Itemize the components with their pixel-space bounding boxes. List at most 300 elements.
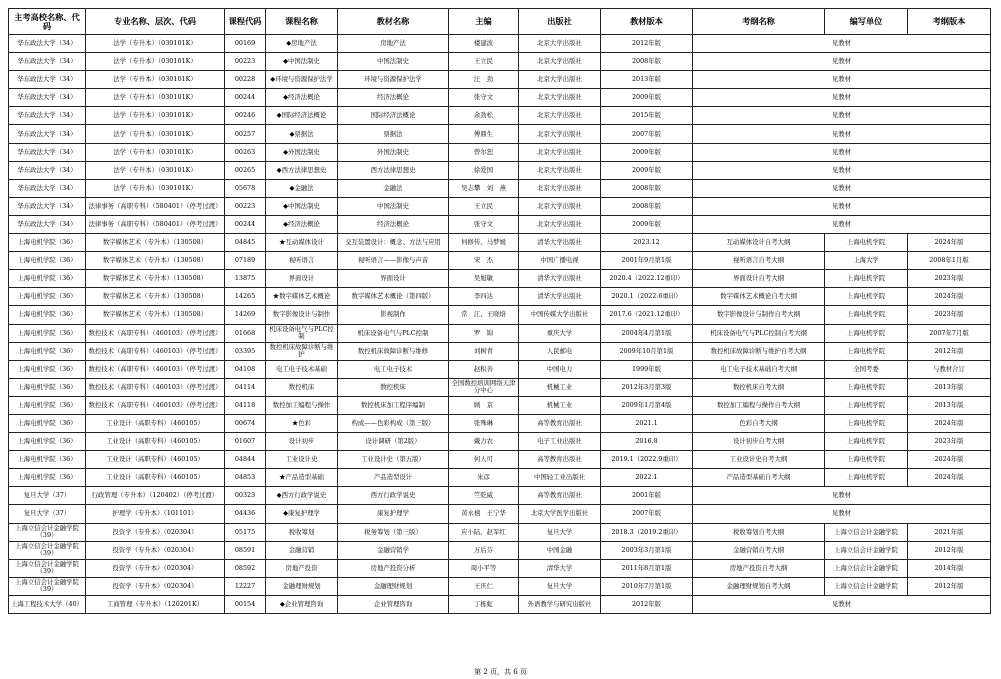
cell-syllabus: 见教材	[693, 595, 991, 613]
cell-editor: 何修传、马梦媛	[449, 234, 519, 252]
cell-course-code: 00674	[225, 414, 266, 432]
cell-course-name: ◆房地产法	[266, 35, 338, 53]
cell-syllabus: 见教材	[693, 179, 991, 197]
header-row	[9, 9, 991, 35]
cell-publisher: 清华大学出版社	[519, 270, 601, 288]
cell-publisher: 高等教育出版社	[519, 487, 601, 505]
cell-edition: 2001年9月第1版	[601, 252, 693, 270]
table-row	[9, 215, 991, 233]
cell-school: 上海工程技术大学（40）	[9, 595, 86, 613]
cell-editor: 吴旭敏	[449, 270, 519, 288]
cell-course-name: 房地产投资	[266, 559, 338, 577]
cell-syllabus: 见教材	[693, 89, 991, 107]
cell-major: 工业设计（高职专科）（460105）	[86, 433, 225, 451]
table-row	[9, 125, 991, 143]
col-header-syllabus: 考纲名称	[693, 9, 825, 35]
cell-major: 数控技术（高职专科）（460103）（停考过渡）	[86, 360, 225, 378]
cell-textbook: 设计调研（第2版）	[338, 433, 449, 451]
cell-course-code: 04845	[225, 234, 266, 252]
cell-course-name: ◆康复护理学	[266, 505, 338, 523]
cell-edition: 2022.1	[601, 469, 693, 487]
cell-textbook: 产品造型设计	[338, 469, 449, 487]
cell-major: 法律事务（高职专科）（580401）（停考过渡）	[86, 197, 225, 215]
cell-textbook: 环境与资源保护法学	[338, 71, 449, 89]
cell-course-code: 14269	[225, 306, 266, 324]
cell-editor: 黄永禧 王宁华	[449, 505, 519, 523]
table-row	[9, 234, 991, 252]
cell-syllabus: 色彩自考大纲	[693, 414, 825, 432]
cell-major: 法学（专升本）（030101K）	[86, 71, 225, 89]
cell-major: 数字媒体艺术（专升本）（130508）	[86, 306, 225, 324]
cell-publisher: 复旦大学	[519, 523, 601, 541]
cell-course-code: 00169	[225, 35, 266, 53]
cell-course-code: 04114	[225, 378, 266, 396]
cell-edition: 2010年7月第1版	[601, 577, 693, 595]
cell-publisher: 北京大学出版社	[519, 35, 601, 53]
cell-edition: 2011年8月第1版	[601, 559, 693, 577]
cell-publisher: 中国金融	[519, 541, 601, 559]
cell-course-code: 07189	[225, 252, 266, 270]
table-row	[9, 197, 991, 215]
cell-unit: 上海立信会计金融学院	[825, 559, 908, 577]
cell-textbook: 构成——色彩构成（第三版）	[338, 414, 449, 432]
cell-publisher: 北京大学出版社	[519, 125, 601, 143]
cell-publisher: 电子工业出版社	[519, 433, 601, 451]
cell-syllabus: 见教材	[693, 487, 991, 505]
cell-syllabus: 见教材	[693, 107, 991, 125]
cell-course-name: 界面设计	[266, 270, 338, 288]
col-header-school: 主考高校名称、代码	[9, 9, 86, 35]
cell-publisher: 北京大学出版社	[519, 161, 601, 179]
cell-course-code: 05678	[225, 179, 266, 197]
cell-course-name: ◆票据法	[266, 125, 338, 143]
cell-publisher: 人民邮电	[519, 342, 601, 360]
cell-syllabus-version: 2013年版	[908, 378, 991, 396]
cell-editor: 刘树青	[449, 342, 519, 360]
cell-publisher: 复旦大学	[519, 577, 601, 595]
cell-school: 上海电机学院（36）	[9, 414, 86, 432]
table-row	[9, 270, 991, 288]
cell-textbook: 中国法制史	[338, 53, 449, 71]
cell-editor: 戴力农	[449, 433, 519, 451]
cell-unit: 上海电机学院	[825, 234, 908, 252]
cell-publisher: 重庆大学	[519, 324, 601, 342]
cell-course-code: 04108	[225, 360, 266, 378]
cell-course-code: 00244	[225, 215, 266, 233]
cell-syllabus: 数字媒体艺术概论自考大纲	[693, 288, 825, 306]
table-row	[9, 35, 991, 53]
cell-editor: 赵积善	[449, 360, 519, 378]
table-row	[9, 487, 991, 505]
cell-school: 华东政法大学（34）	[9, 197, 86, 215]
cell-course-name: 视听语言	[266, 252, 338, 270]
cell-school: 上海立信会计金融学院（39）	[9, 559, 86, 577]
cell-editor: 竺乾威	[449, 487, 519, 505]
cell-course-code: 00228	[225, 71, 266, 89]
cell-school: 上海电机学院（36）	[9, 234, 86, 252]
table-row	[9, 541, 991, 559]
cell-course-name: ★产品造型基础	[266, 469, 338, 487]
cell-major: 数控技术（高职专科）（460103）（停考过渡）	[86, 342, 225, 360]
cell-major: 投资学（专升本）（020304）	[86, 541, 225, 559]
cell-edition: 2001年版	[601, 487, 693, 505]
cell-publisher: 北京大学医学出版社	[519, 505, 601, 523]
col-header-publisher: 出版社	[519, 9, 601, 35]
cell-unit: 上海立信会计金融学院	[825, 523, 908, 541]
cell-course-name: 金融理财规划	[266, 577, 338, 595]
cell-syllabus-version: 2014年版	[908, 559, 991, 577]
cell-course-code: 13875	[225, 270, 266, 288]
cell-textbook: 西方行政学说史	[338, 487, 449, 505]
cell-course-code: 01607	[225, 433, 266, 451]
table-row	[9, 378, 991, 396]
cell-course-code: 00223	[225, 53, 266, 71]
cell-unit: 上海电机学院	[825, 451, 908, 469]
cell-major: 数字媒体艺术（专升本）（130508）	[86, 288, 225, 306]
cell-textbook: 金融法	[338, 179, 449, 197]
cell-editor: 曾尔恕	[449, 143, 519, 161]
cell-unit: 全国考委	[825, 360, 908, 378]
cell-publisher: 北京大学出版社	[519, 89, 601, 107]
cell-school: 上海电机学院（36）	[9, 270, 86, 288]
cell-syllabus: 电工电子技术基础自考大纲	[693, 360, 825, 378]
cell-syllabus: 设计初步自考大纲	[693, 433, 825, 451]
cell-major: 法学（专升本）（030101K）	[86, 179, 225, 197]
cell-textbook: 交互装置设计：概念、方法与应用	[338, 234, 449, 252]
cell-edition: 2008年版	[601, 53, 693, 71]
cell-edition: 2023.12	[601, 234, 693, 252]
cell-school: 华东政法大学（34）	[9, 215, 86, 233]
cell-course-code: 03395	[225, 342, 266, 360]
cell-major: 工商管理（专升本）（120201K）	[86, 595, 225, 613]
cell-major: 工业设计（高职专科）（460105）	[86, 451, 225, 469]
cell-textbook: 康复护理学	[338, 505, 449, 523]
cell-syllabus-version: 2007年7月版	[908, 324, 991, 342]
cell-syllabus-version: 2013年版	[908, 396, 991, 414]
cell-editor: 吴志攀 刘 燕	[449, 179, 519, 197]
cell-publisher: 北京大学出版社	[519, 179, 601, 197]
cell-course-code: 00263	[225, 143, 266, 161]
cell-textbook: 经济法概论	[338, 89, 449, 107]
cell-course-name: ◆外国法制史	[266, 143, 338, 161]
cell-course-code: 05175	[225, 523, 266, 541]
cell-editor: 罗 锦	[449, 324, 519, 342]
cell-edition: 2009年版	[601, 161, 693, 179]
cell-syllabus-version: 2024年版	[908, 234, 991, 252]
cell-major: 数控技术（高职专科）（460103）（停考过渡）	[86, 378, 225, 396]
cell-editor: 全国数控培训网络天津分中心	[449, 378, 519, 396]
cell-textbook: 数控机床故障诊断与维修	[338, 342, 449, 360]
cell-edition: 2017.6（2021.12重印）	[601, 306, 693, 324]
cell-edition: 2008年版	[601, 179, 693, 197]
cell-syllabus-version: 2024年版	[908, 469, 991, 487]
cell-unit: 上海电机学院	[825, 433, 908, 451]
cell-unit: 上海大学	[825, 252, 908, 270]
cell-course-code: 01668	[225, 324, 266, 342]
cell-syllabus-version: 与教材合订	[908, 360, 991, 378]
cell-edition: 2008年版	[601, 197, 693, 215]
cell-edition: 2016.8	[601, 433, 693, 451]
cell-edition: 2009年版	[601, 89, 693, 107]
cell-major: 法律事务（高职专科）（580401）（停考过渡）	[86, 215, 225, 233]
cell-school: 华东政法大学（34）	[9, 107, 86, 125]
cell-textbook: 企业管理咨询	[338, 595, 449, 613]
cell-major: 数字媒体艺术（专升本）（130508）	[86, 234, 225, 252]
table-row	[9, 252, 991, 270]
cell-syllabus: 产品造型基础自考大纲	[693, 469, 825, 487]
cell-syllabus: 见教材	[693, 53, 991, 71]
cell-textbook: 数控机床	[338, 378, 449, 396]
cell-school: 复旦大学（37）	[9, 505, 86, 523]
table-row	[9, 143, 991, 161]
cell-school: 上海电机学院（36）	[9, 433, 86, 451]
cell-editor: 傅鼎生	[449, 125, 519, 143]
cell-edition: 2021.1	[601, 414, 693, 432]
cell-textbook: 数字媒体艺术概论（第四版）	[338, 288, 449, 306]
cell-unit: 上海电机学院	[825, 414, 908, 432]
table-body	[9, 35, 991, 614]
cell-syllabus: 数控机床自考大纲	[693, 378, 825, 396]
cell-syllabus: 工业设计史自考大纲	[693, 451, 825, 469]
cell-textbook: 外国法制史	[338, 143, 449, 161]
cell-textbook: 金融理财规划	[338, 577, 449, 595]
cell-course-name: ◆金融法	[266, 179, 338, 197]
cell-school: 上海电机学院（36）	[9, 396, 86, 414]
cell-course-code: 00323	[225, 487, 266, 505]
cell-publisher: 中国传媒大学出版社	[519, 306, 601, 324]
cell-school: 上海电机学院（36）	[9, 469, 86, 487]
cell-syllabus-version: 2021年版	[908, 523, 991, 541]
cell-editor: 张守文	[449, 215, 519, 233]
cell-publisher: 清华大学出版社	[519, 288, 601, 306]
table-row	[9, 451, 991, 469]
cell-major: 法学（专升本）（030101K）	[86, 161, 225, 179]
cell-publisher: 机械工业	[519, 378, 601, 396]
cell-syllabus-version: 2012年版	[908, 577, 991, 595]
cell-course-code: 12227	[225, 577, 266, 595]
cell-textbook: 西方法律思想史	[338, 161, 449, 179]
cell-publisher: 中国广播电视	[519, 252, 601, 270]
cell-unit: 上海电机学院	[825, 306, 908, 324]
cell-syllabus: 见教材	[693, 505, 991, 523]
cell-textbook: 税务筹划（第三版）	[338, 523, 449, 541]
cell-unit: 上海立信会计金融学院	[825, 541, 908, 559]
cell-syllabus: 房地产投资自考大纲	[693, 559, 825, 577]
cell-textbook: 界面设计	[338, 270, 449, 288]
cell-textbook: 经济法概论	[338, 215, 449, 233]
table-row	[9, 523, 991, 541]
cell-course-code: 08591	[225, 541, 266, 559]
cell-editor: 王立民	[449, 53, 519, 71]
cell-editor: 李四达	[449, 288, 519, 306]
table-row	[9, 396, 991, 414]
cell-edition: 2009年1月第4版	[601, 396, 693, 414]
cell-unit: 上海电机学院	[825, 469, 908, 487]
table-row	[9, 577, 991, 595]
cell-major: 法学（专升本）（030101K）	[86, 53, 225, 71]
cell-major: 数字媒体艺术（专升本）（130508）	[86, 252, 225, 270]
cell-edition: 2009年版	[601, 143, 693, 161]
col-header-course-name: 课程名称	[266, 9, 338, 35]
cell-syllabus: 数字影像设计与制作自考大纲	[693, 306, 825, 324]
cell-edition: 2018.3（2019.2重印）	[601, 523, 693, 541]
cell-edition: 2007年版	[601, 125, 693, 143]
cell-course-name: 电工电子技术基础	[266, 360, 338, 378]
cell-course-code: 04436	[225, 505, 266, 523]
cell-major: 投资学（专升本）（020304）	[86, 523, 225, 541]
table-row	[9, 595, 991, 613]
table-row	[9, 179, 991, 197]
cell-school: 华东政法大学（34）	[9, 161, 86, 179]
cell-textbook: 中国法制史	[338, 197, 449, 215]
cell-edition: 2019.1（2022.9重印）	[601, 451, 693, 469]
cell-major: 投资学（专升本）（020304）	[86, 559, 225, 577]
cell-course-name: 数字影像设计与制作	[266, 306, 338, 324]
cell-textbook: 视听语言——影像与声音	[338, 252, 449, 270]
cell-course-name: ◆经济法概论	[266, 89, 338, 107]
cell-publisher: 北京大学出版社	[519, 215, 601, 233]
cell-edition: 2013年版	[601, 71, 693, 89]
cell-syllabus: 界面设计自考大纲	[693, 270, 825, 288]
cell-course-name: ★色彩	[266, 414, 338, 432]
cell-editor: 楼建波	[449, 35, 519, 53]
cell-syllabus: 见教材	[693, 125, 991, 143]
table-row	[9, 505, 991, 523]
cell-course-code: 00265	[225, 161, 266, 179]
col-header-textbook: 教材名称	[338, 9, 449, 35]
cell-textbook: 房地产投资分析	[338, 559, 449, 577]
col-header-unit: 编写单位	[825, 9, 908, 35]
cell-major: 工业设计（高职专科）（460105）	[86, 469, 225, 487]
cell-publisher: 北京大学出版社	[519, 143, 601, 161]
cell-unit: 上海立信会计金融学院	[825, 577, 908, 595]
cell-course-name: 工业设计史	[266, 451, 338, 469]
cell-school: 上海立信会计金融学院（39）	[9, 523, 86, 541]
cell-course-code: 00244	[225, 89, 266, 107]
cell-course-name: 税收筹划	[266, 523, 338, 541]
cell-edition: 2012年版	[601, 35, 693, 53]
table-row	[9, 414, 991, 432]
cell-textbook: 票据法	[338, 125, 449, 143]
cell-school: 上海电机学院（36）	[9, 324, 86, 342]
cell-major: 行政管理（专升本）（120402）（停考过渡）	[86, 487, 225, 505]
cell-school: 华东政法大学（34）	[9, 89, 86, 107]
cell-course-name: ◆西方行政学说史	[266, 487, 338, 505]
cell-major: 数控技术（高职专科）（460103）（停考过渡）	[86, 324, 225, 342]
cell-editor: 汪 劲	[449, 71, 519, 89]
cell-publisher: 北京大学出版社	[519, 197, 601, 215]
table-row	[9, 89, 991, 107]
table-row	[9, 107, 991, 125]
cell-publisher: 高等教育出版社	[519, 414, 601, 432]
cell-syllabus: 见教材	[693, 71, 991, 89]
cell-syllabus-version: 2023年版	[908, 306, 991, 324]
cell-editor: 宋 杰	[449, 252, 519, 270]
cell-unit: 上海电机学院	[825, 342, 908, 360]
cell-syllabus: 税收筹划自考大纲	[693, 523, 825, 541]
cell-editor: 应小陆、赵军红	[449, 523, 519, 541]
cell-publisher: 北京大学出版社	[519, 71, 601, 89]
cell-editor: 丁栋虹	[449, 595, 519, 613]
cell-editor: 顾 京	[449, 396, 519, 414]
cell-edition: 2004年4月第1版	[601, 324, 693, 342]
cell-publisher: 中国轻工业出版社	[519, 469, 601, 487]
cell-course-name: 金融营销	[266, 541, 338, 559]
cell-course-code: 14265	[225, 288, 266, 306]
table-row	[9, 324, 991, 342]
cell-major: 工业设计（高职专科）（460105）	[86, 414, 225, 432]
cell-major: 法学（专升本）（030101K）	[86, 107, 225, 125]
cell-course-name: ◆西方法律思想史	[266, 161, 338, 179]
cell-editor: 王立民	[449, 197, 519, 215]
cell-school: 华东政法大学（34）	[9, 125, 86, 143]
cell-syllabus: 金融营销自考大纲	[693, 541, 825, 559]
cell-syllabus-version: 2024年版	[908, 414, 991, 432]
cell-school: 上海电机学院（36）	[9, 451, 86, 469]
table-row	[9, 342, 991, 360]
cell-publisher: 北京大学出版社	[519, 107, 601, 125]
cell-syllabus: 数控机床故障诊断与维护自考大纲	[693, 342, 825, 360]
table-row	[9, 306, 991, 324]
cell-course-code: 04844	[225, 451, 266, 469]
cell-course-name: 设计初步	[266, 433, 338, 451]
cell-school: 上海电机学院（36）	[9, 252, 86, 270]
cell-school: 华东政法大学（34）	[9, 53, 86, 71]
cell-major: 投资学（专升本）（020304）	[86, 577, 225, 595]
cell-textbook: 工业设计史（第五版）	[338, 451, 449, 469]
table-row	[9, 469, 991, 487]
cell-unit: 上海电机学院	[825, 378, 908, 396]
col-header-edition: 教材版本	[601, 9, 693, 35]
table-row	[9, 433, 991, 451]
cell-course-name: 机床设备电气与PLC控制	[266, 324, 338, 342]
cell-syllabus: 机床设备电气与PLC控制自考大纲	[693, 324, 825, 342]
cell-publisher: 清华大学	[519, 559, 601, 577]
cell-textbook: 国际经济法概论	[338, 107, 449, 125]
table-row	[9, 53, 991, 71]
cell-textbook: 电工电子技术	[338, 360, 449, 378]
cell-edition: 2020.1（2022.6重印）	[601, 288, 693, 306]
cell-major: 法学（专升本）（030101K）	[86, 35, 225, 53]
cell-syllabus-version: 2024年版	[908, 451, 991, 469]
cell-edition: 2003年3月第1版	[601, 541, 693, 559]
cell-textbook: 数控机床加工程序编制	[338, 396, 449, 414]
cell-syllabus: 见教材	[693, 35, 991, 53]
cell-syllabus-version: 2012年版	[908, 541, 991, 559]
cell-course-code: 00246	[225, 107, 266, 125]
cell-course-code: 04853	[225, 469, 266, 487]
cell-school: 上海电机学院（36）	[9, 378, 86, 396]
cell-school: 华东政法大学（34）	[9, 179, 86, 197]
cell-school: 华东政法大学（34）	[9, 71, 86, 89]
cell-course-name: ◆环境与资源保护法学	[266, 71, 338, 89]
cell-major: 法学（专升本）（030101K）	[86, 143, 225, 161]
cell-course-code: 00154	[225, 595, 266, 613]
col-header-syllabus-version: 考纲版本	[908, 9, 991, 35]
cell-major: 数字媒体艺术（专升本）（130508）	[86, 270, 225, 288]
cell-course-name: ★互动媒体设计	[266, 234, 338, 252]
cell-course-name: ◆国际经济法概论	[266, 107, 338, 125]
cell-edition: 2007年版	[601, 505, 693, 523]
cell-course-code: 00257	[225, 125, 266, 143]
cell-syllabus-version: 2023年版	[908, 270, 991, 288]
cell-course-name: 数控机床	[266, 378, 338, 396]
cell-school: 上海电机学院（36）	[9, 288, 86, 306]
cell-unit: 上海电机学院	[825, 288, 908, 306]
cell-school: 华东政法大学（34）	[9, 143, 86, 161]
cell-syllabus: 数控加工编程与操作自考大纲	[693, 396, 825, 414]
cell-editor: 朱彦	[449, 469, 519, 487]
